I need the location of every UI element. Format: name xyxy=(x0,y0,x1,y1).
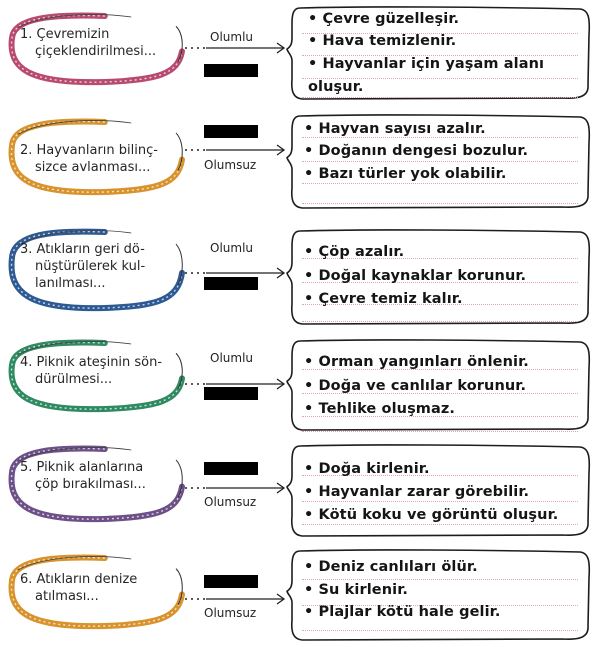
redacted-answer xyxy=(204,387,258,400)
connector-arrow xyxy=(182,443,292,538)
cause-text xyxy=(20,142,158,176)
cause-line: dürülmesi... xyxy=(35,372,113,387)
cause-line: lanılması... xyxy=(35,276,106,291)
effect-item: • Hava temizlenir. xyxy=(308,33,457,49)
cause-text xyxy=(20,354,162,388)
effects-box xyxy=(286,443,592,538)
cause-line: 6. Atıkların denize xyxy=(20,572,138,587)
effect-item: oluşur. xyxy=(308,79,364,95)
cause-bubble xyxy=(8,556,188,626)
cause-line: 5. Piknik alanlarına xyxy=(20,460,144,475)
effect-item: • Plajlar kötü hale gelir. xyxy=(304,604,501,620)
cause-bubble xyxy=(8,230,188,308)
cause-line: 3. Atıkların geri dö- xyxy=(20,242,145,257)
dotted-rule xyxy=(302,161,578,162)
effect-item: • Hayvan sayısı azalır. xyxy=(304,121,486,137)
effect-item: • Doğa ve canlılar korunur. xyxy=(304,378,527,394)
connector-arrow xyxy=(182,228,292,326)
effects-box xyxy=(286,548,592,642)
effect-item: • Çöp azalır. xyxy=(304,244,405,260)
cause-text xyxy=(20,26,156,60)
cause-line: 1. Çevremizin xyxy=(20,27,110,42)
redacted-answer xyxy=(204,64,258,77)
dotted-rule xyxy=(302,97,578,98)
effect-item: • Doğanın dengesi bozulur. xyxy=(304,143,529,159)
effects-box xyxy=(286,113,592,210)
cause-text xyxy=(20,241,145,292)
dotted-rule xyxy=(302,183,578,184)
redacted-answer xyxy=(204,575,258,588)
effect-item: • Kötü koku ve görüntü oluşur. xyxy=(304,507,559,523)
dotted-rule xyxy=(302,524,578,525)
connector-arrow xyxy=(182,338,292,432)
effect-item: • Hayvanlar için yaşam alanı xyxy=(308,56,545,72)
effect-item: • Doğa kirlenir. xyxy=(304,461,430,477)
redacted-answer xyxy=(204,277,258,290)
cause-text xyxy=(20,571,137,605)
answer-label: Olumlu xyxy=(210,351,254,365)
cause-line: 2. Hayvanların bilinç- xyxy=(20,143,158,158)
effects-box xyxy=(286,228,592,326)
effect-item: • Tehlike oluşmaz. xyxy=(304,401,456,417)
dotted-rule xyxy=(302,431,578,432)
answer-label: Olumsuz xyxy=(204,606,257,620)
arrow-right-icon xyxy=(182,5,292,101)
dotted-rule xyxy=(302,630,578,631)
effect-item: • Çevre güzelleşir. xyxy=(308,11,460,27)
cause-line: atılması... xyxy=(35,589,99,604)
cause-line: 4. Piknik ateşinin sön- xyxy=(20,355,163,370)
cause-line: sizce avlanması... xyxy=(35,160,151,175)
effect-item: • Bazı türler yok olabilir. xyxy=(304,166,507,182)
cause-bubble xyxy=(8,120,188,192)
answer-label: Olumsuz xyxy=(204,495,257,509)
cause-text xyxy=(20,459,146,493)
cause-line: nüştürülerek kul- xyxy=(35,259,146,274)
dotted-rule xyxy=(302,137,578,138)
effect-item: • Hayvanlar zarar görebilir. xyxy=(304,484,530,500)
effects-box xyxy=(286,338,592,432)
dotted-rule xyxy=(302,203,578,204)
answer-label: Olumlu xyxy=(210,241,254,255)
cause-bubble xyxy=(8,447,188,519)
dotted-rule xyxy=(302,501,578,502)
effect-item: • Deniz canlıları ölür. xyxy=(304,559,478,575)
effect-item: • Çevre temiz kalır. xyxy=(304,291,463,307)
connector-arrow xyxy=(182,113,292,210)
effect-item: • Orman yangınları önlenir. xyxy=(304,354,529,370)
answer-label: Olumsuz xyxy=(204,158,257,172)
dotted-rule xyxy=(302,579,578,580)
cause-line: çiçeklendirilmesi... xyxy=(35,44,157,59)
cause-line: çöp bırakılması... xyxy=(35,477,146,492)
effect-item: • Su kirlenir. xyxy=(304,582,408,598)
cause-bubble xyxy=(8,14,188,82)
answer-label: Olumlu xyxy=(210,30,254,44)
effect-item: • Doğal kaynaklar korunur. xyxy=(304,268,527,284)
arrow-right-icon xyxy=(182,548,292,642)
redacted-answer xyxy=(204,462,258,475)
cause-bubble xyxy=(8,341,188,409)
arrow-right-icon xyxy=(182,443,292,538)
effects-box xyxy=(286,5,592,101)
redacted-answer xyxy=(204,125,258,138)
connector-arrow xyxy=(182,5,292,101)
dotted-rule xyxy=(302,321,578,322)
connector-arrow xyxy=(182,548,292,642)
